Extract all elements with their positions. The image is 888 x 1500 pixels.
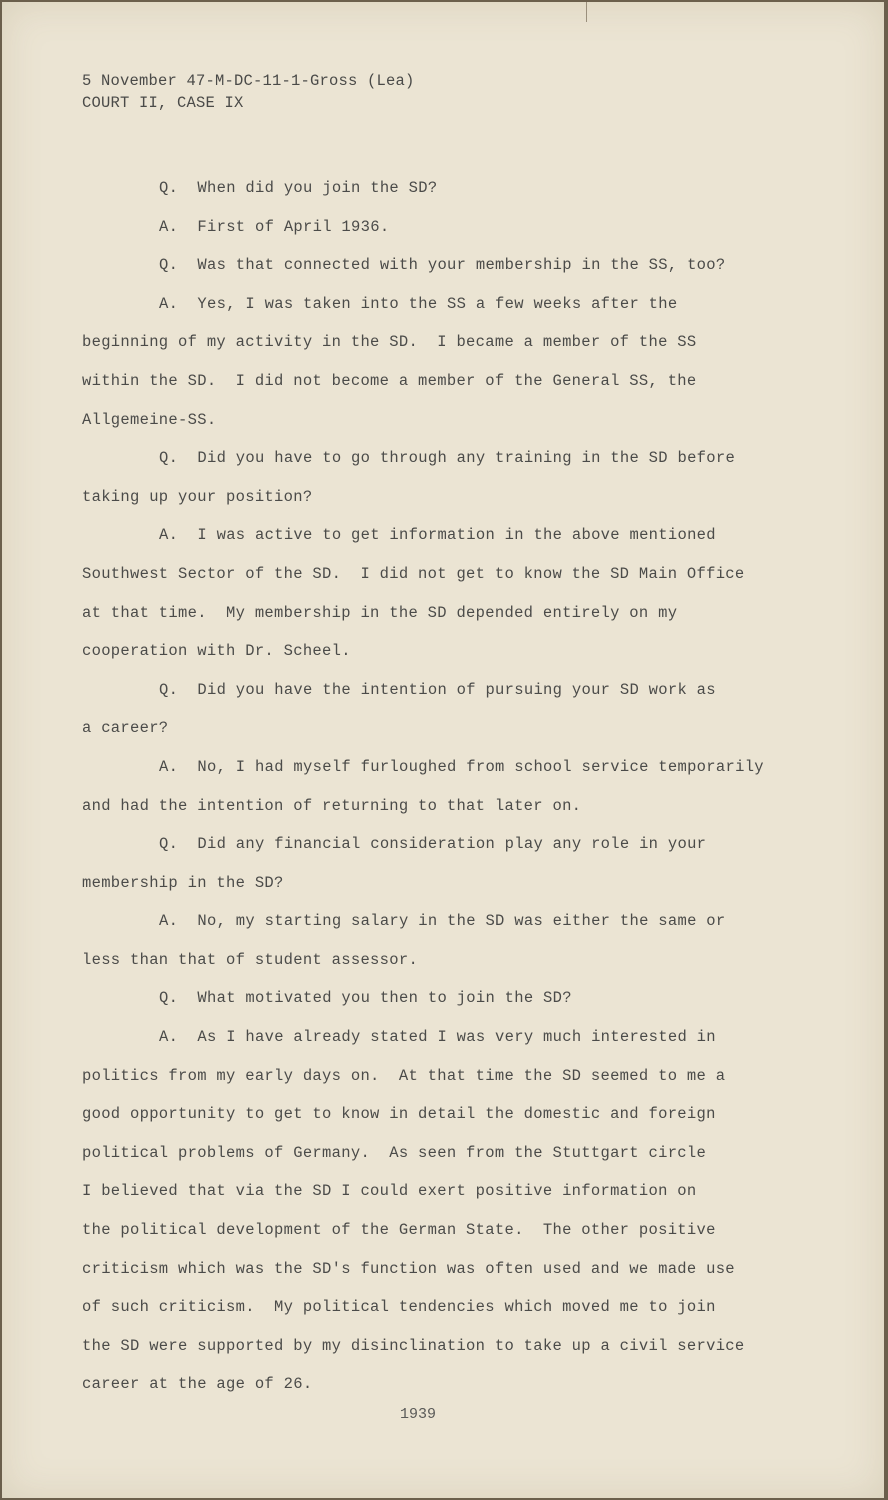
transcript-line: politics from my early days on. At that time the SD seemed to me a	[82, 1066, 726, 1085]
transcript-line: and had the intention of returning to that later on.	[82, 796, 582, 815]
transcript-line: I believed that via the SD I could exert positive information on	[82, 1182, 697, 1201]
transcript-line: Q. Was that connected with your membership in the SS, too?	[159, 256, 726, 275]
transcript-line: criticism which was the SD's function was often used and we made use	[82, 1259, 735, 1278]
transcript-line: Q. Did you have the intention of pursuing your SD work as	[159, 680, 716, 699]
document-header	[82, 70, 415, 114]
transcript-line: A. I was active to get information in the above mentioned	[159, 526, 716, 545]
paper-crease	[586, 2, 587, 22]
page-number: 1939	[399, 1406, 436, 1423]
transcript-line: the political development of the German State. The other positive	[82, 1221, 716, 1240]
transcript-line: A. No, my starting salary in the SD was either the same or	[159, 912, 726, 931]
transcript-line: at that time. My membership in the SD depended entirely on my	[82, 603, 678, 622]
transcript-line: A. As I have already stated I was very much interested in	[159, 1028, 716, 1047]
transcript-line: career at the age of 26.	[82, 1375, 313, 1394]
transcript-line: Q. Did any financial consideration play any role in your	[159, 835, 707, 854]
transcript-line: Q. When did you join the SD?	[159, 179, 438, 197]
transcript-line: good opportunity to get to know in detail the domestic and foreign	[82, 1105, 716, 1124]
transcript-line: Q. Did you have to go through any training in the SD before	[159, 449, 736, 468]
transcript-line: Q. What motivated you then to join the SD?	[159, 989, 572, 1008]
transcript-line: political problems of Germany. As seen from the Stuttgart circle	[82, 1143, 707, 1162]
transcript-line: taking up your position?	[82, 487, 313, 506]
header-date-line: 5 November 47-M-DC-11-1-Gross (Lea)	[82, 72, 415, 90]
transcript-line: the SD were supported by my disinclination to take up a civil service	[82, 1336, 745, 1355]
transcript-line: cooperation with Dr. Scheel.	[82, 642, 351, 661]
transcript-line: of such criticism. My political tendencies which moved me to join	[82, 1298, 716, 1317]
transcript-line: membership in the SD?	[82, 873, 284, 892]
transcript-body	[82, 169, 782, 1404]
transcript-line: within the SD. I did not become a member of the General SS, the	[82, 371, 697, 390]
document-page	[2, 2, 884, 1498]
transcript-line: A. First of April 1936.	[159, 217, 390, 236]
transcript-line: less than that of student assessor.	[82, 950, 419, 969]
transcript-line: A. Yes, I was taken into the SS a few weeks after the	[159, 294, 678, 313]
transcript-line: Allgemeine-SS.	[82, 410, 217, 429]
transcript-line: A. No, I had myself furloughed from school service temporarily	[159, 757, 764, 776]
transcript-line: beginning of my activity in the SD. I became a member of the SS	[82, 333, 697, 352]
transcript-line: a career?	[82, 719, 169, 738]
transcript-line: Southwest Sector of the SD. I did not get to know the SD Main Office	[82, 564, 745, 583]
header-court-line: COURT II, CASE IX	[82, 94, 244, 112]
